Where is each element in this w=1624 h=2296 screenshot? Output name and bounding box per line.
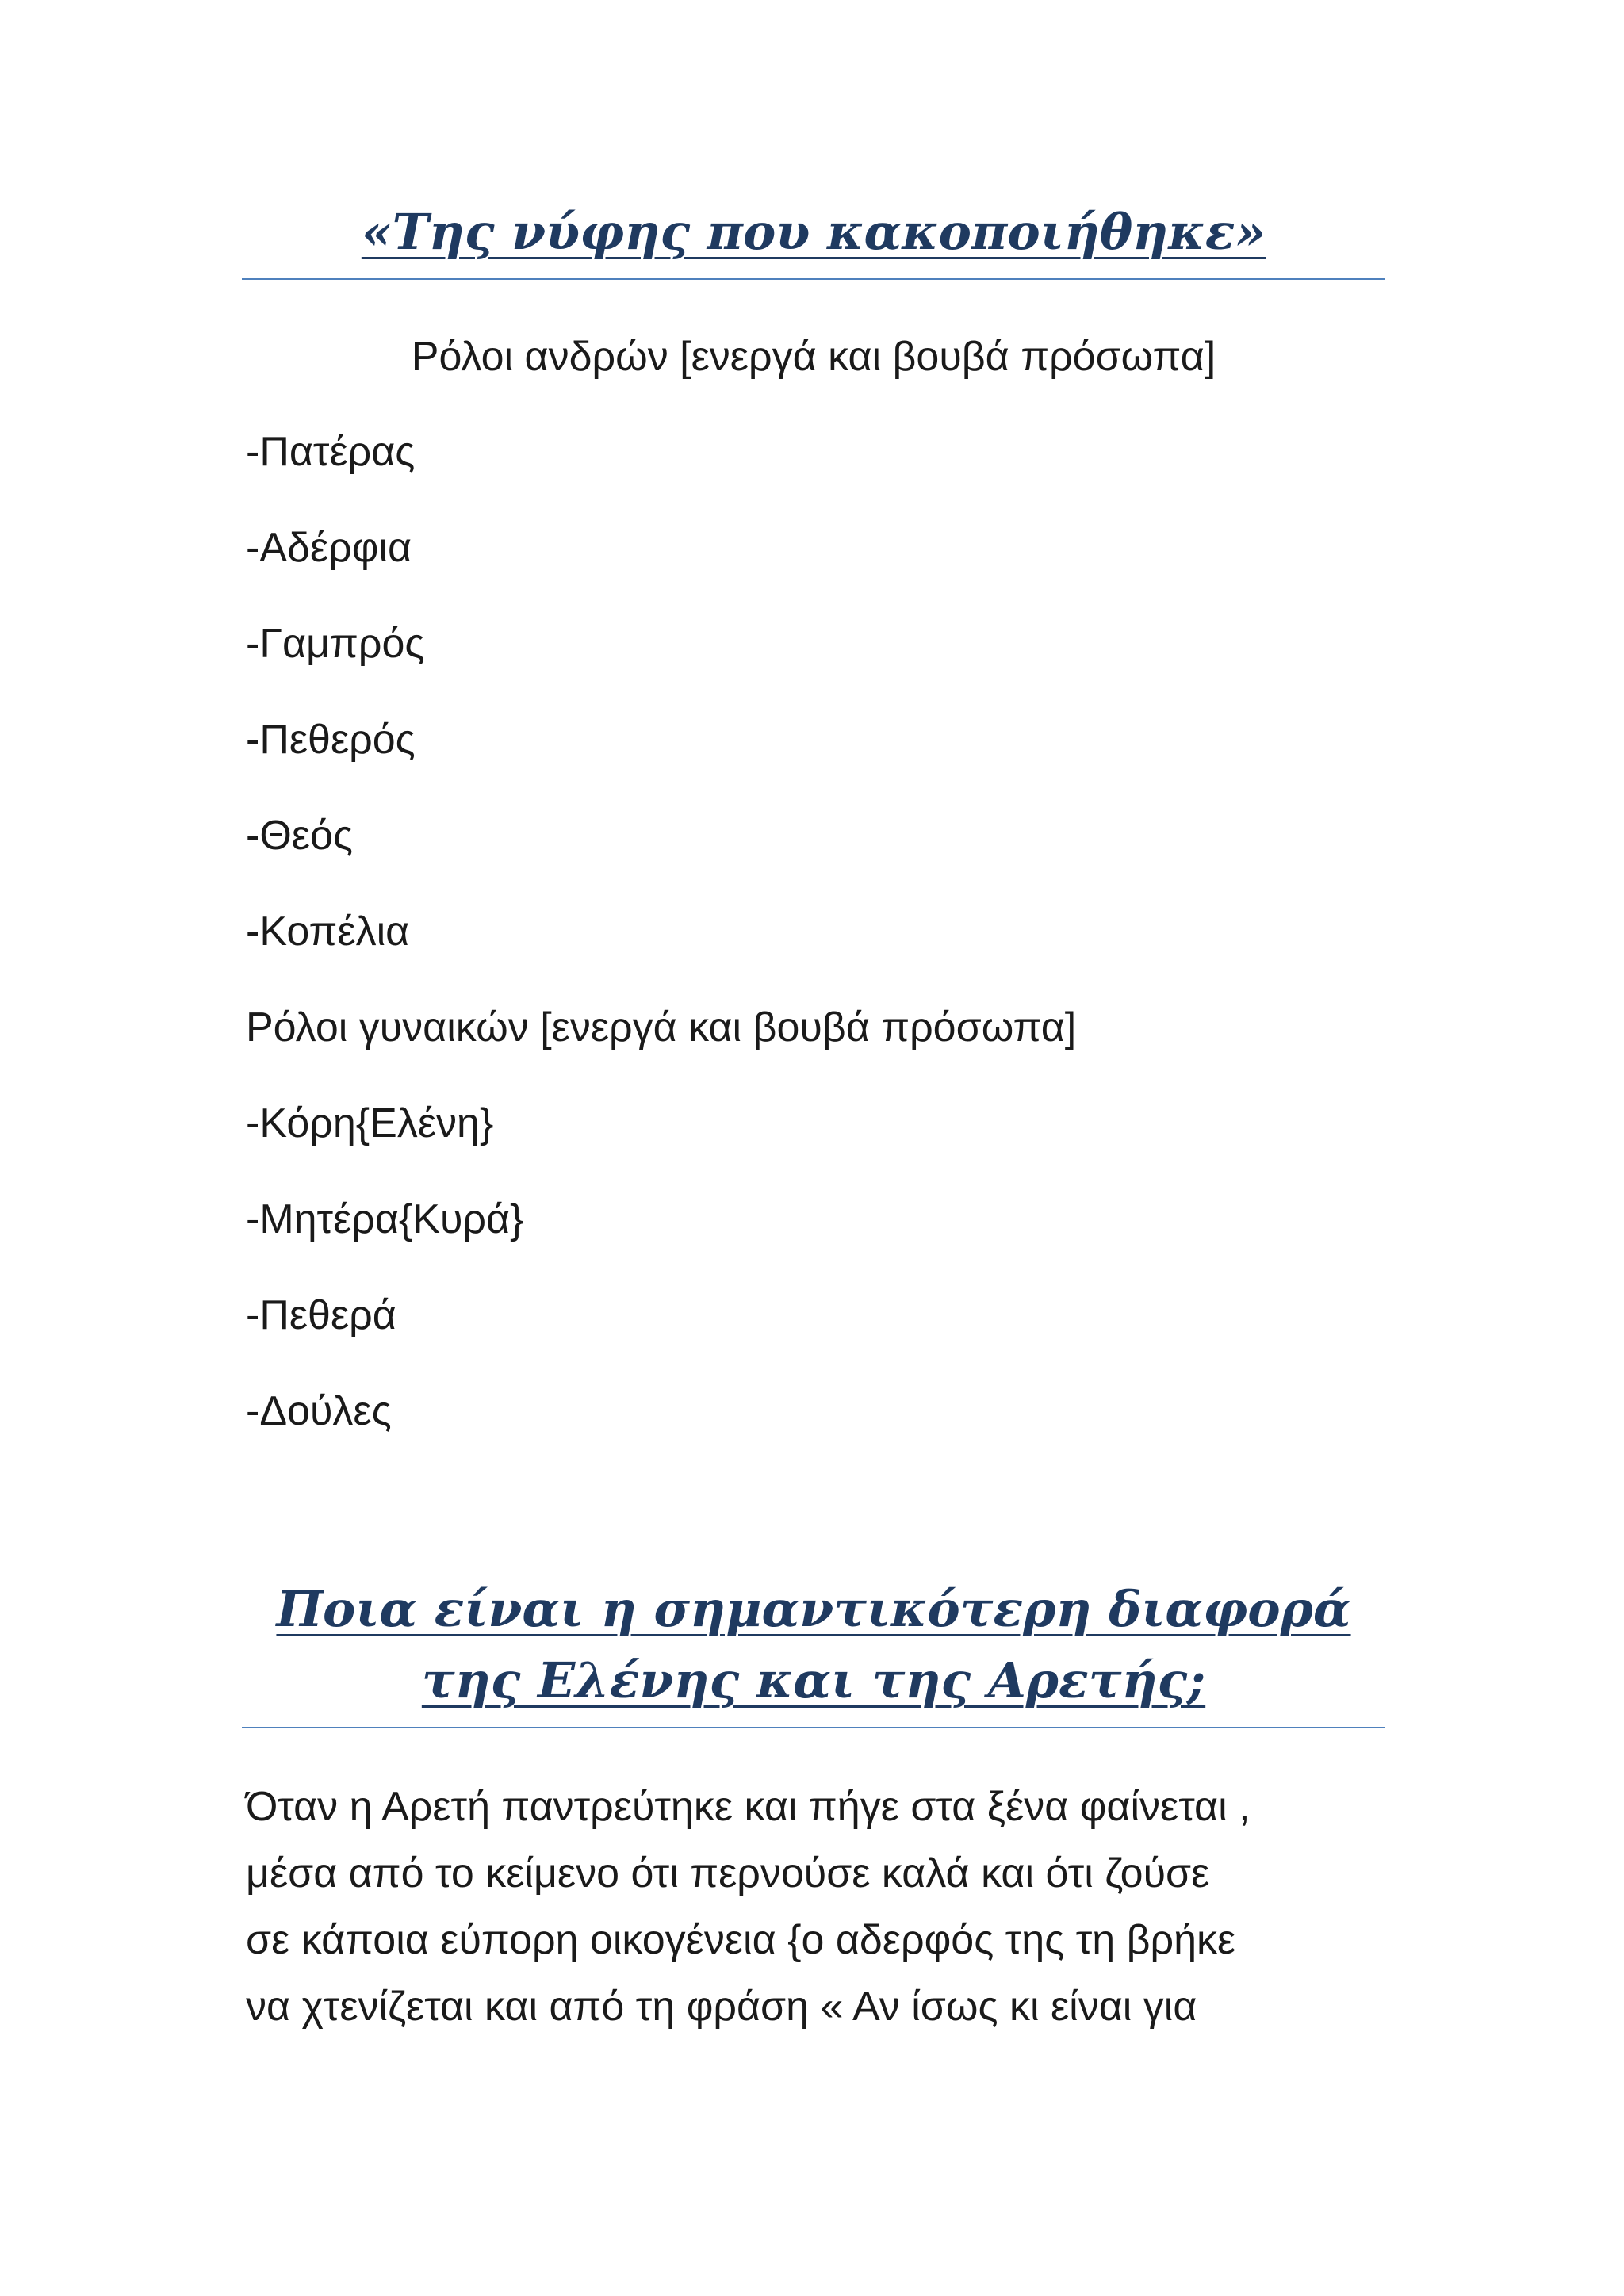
list-item: -Αδέρφια xyxy=(246,525,412,571)
list-item: -Κοπέλια xyxy=(246,909,410,955)
question-rule xyxy=(242,1727,1385,1728)
title-rule xyxy=(242,278,1385,280)
question-title-line: της Ελένης και της Αρετής; xyxy=(421,1651,1206,1709)
section-title: «Της νύφης που κακοποιήθηκε» xyxy=(361,203,1266,261)
list-item: -Γαμπρός xyxy=(246,621,425,667)
paragraph-line: να χτενίζεται και από τη φράση « Αν ίσως κι είναι για xyxy=(246,1984,1197,2030)
paragraph-line: σε κάποια εύπορη οικογένεια {ο αδερφός της τη βρήκε xyxy=(246,1917,1236,1963)
men-roles-heading: Ρόλοι ανδρών [ενεργά και βουβά πρόσωπα] xyxy=(411,334,1216,380)
list-item: -Πεθερά xyxy=(246,1292,396,1338)
list-item: -Μητέρα{Κυρά} xyxy=(246,1196,524,1242)
list-item: -Πεθερός xyxy=(246,717,416,763)
list-item: -Δούλες xyxy=(246,1388,392,1434)
list-item: -Κόρη{Ελένη} xyxy=(246,1100,494,1146)
paragraph-line: μέσα από το κείμενο ότι περνούσε καλά και ότι ζούσε xyxy=(246,1850,1210,1896)
paragraph-line: Όταν η Αρετή παντρεύτηκε και πήγε στα ξένα φαίνεται , xyxy=(246,1784,1251,1830)
list-item: -Θεός xyxy=(246,813,353,859)
question-title xyxy=(242,1574,1385,1716)
women-roles-heading: Ρόλοι γυναικών [ενεργά και βουβά πρόσωπα] xyxy=(246,1004,1077,1050)
question-title-line: Ποια είναι η σημαντικότερη διαφορά xyxy=(276,1580,1351,1638)
list-item: -Πατέρας xyxy=(246,429,416,475)
answer-paragraph xyxy=(246,1774,1388,2040)
